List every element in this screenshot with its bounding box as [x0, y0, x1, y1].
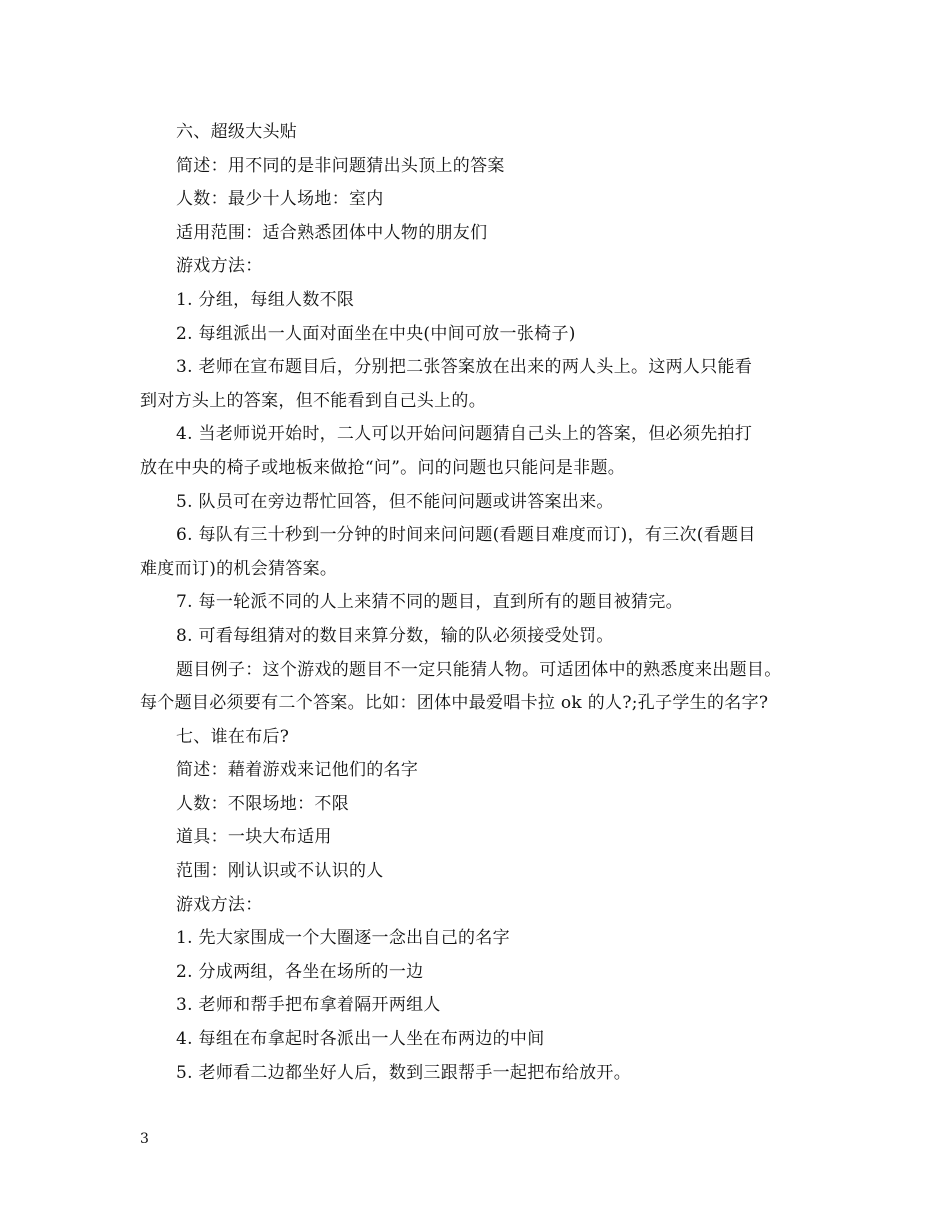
text-line: 1. 分组，每组人数不限	[176, 289, 355, 310]
text-line: 人数：不限场地：不限	[176, 793, 349, 814]
text-line: 简述：藉着游戏来记他们的名字	[176, 760, 419, 781]
text-line: 适用范围：适合熟悉团体中人物的朋友们	[176, 222, 488, 243]
text-line: 3. 老师在宣布题目后，分别把二张答案放在出来的两人头上。这两人只能看	[176, 357, 753, 378]
page-number: 3	[140, 1131, 149, 1147]
text-line: 游戏方法：	[176, 256, 263, 277]
text-line: 难度而订)的机会猜答案。	[140, 558, 338, 579]
text-line: 题目例子：这个游戏的题目不一定只能猜人物。可适团体中的熟悉度来出题目。	[176, 659, 782, 680]
text-line: 道具：一块大布适用	[176, 827, 332, 848]
text-line: 放在中央的椅子或地板来做抢“问”。问的问题也只能问是非题。	[140, 457, 626, 478]
text-line: 7. 每一轮派不同的人上来猜不同的题目，直到所有的题目被猜完。	[176, 592, 683, 613]
text-line: 六、超级大头贴	[176, 122, 298, 142]
text-line: 2. 分成两组，各坐在场所的一边	[176, 961, 424, 982]
text-line: 范围：刚认识或不认识的人	[176, 861, 384, 882]
text-line: 2. 每组派出一人面对面坐在中央(中间可放一张椅子)	[176, 323, 576, 344]
text-line: 3. 老师和帮手把布拿着隔开两组人	[176, 995, 441, 1016]
text-line: 七、谁在布后?	[176, 726, 290, 747]
text-line: 每个题目必须要有二个答案。比如：团体中最爱唱卡拉 ok 的人?;孔子学生的名字?	[140, 693, 769, 714]
text-line: 6. 每队有三十秒到一分钟的时间来问问题(看题目难度而订)，有三次(看题目	[176, 525, 756, 546]
text-line: 5. 队员可在旁边帮忙回答，但不能问问题或讲答案出来。	[176, 491, 614, 512]
text-line: 简述：用不同的是非问题猜出头顶上的答案	[176, 155, 505, 176]
text-line: 1. 先大家围成一个大圈逐一念出自己的名字	[176, 928, 510, 949]
text-line: 到对方头上的答案，但不能看到自己头上的。	[140, 390, 486, 411]
text-line: 4. 每组在布拿起时各派出一人坐在布两边的中间	[176, 1029, 545, 1050]
text-line: 4. 当老师说开始时，二人可以开始问问题猜自己头上的答案，但必须先拍打	[176, 424, 753, 445]
document-body	[140, 116, 830, 1090]
text-line: 游戏方法：	[176, 894, 263, 915]
text-line: 8. 可看每组猜对的数目来算分数，输的队必须接受处罚。	[176, 625, 614, 646]
text-line: 人数：最少十人场地：室内	[176, 189, 384, 210]
text-line: 5. 老师看二边都坐好人后，数到三跟帮手一起把布给放开。	[176, 1062, 632, 1083]
